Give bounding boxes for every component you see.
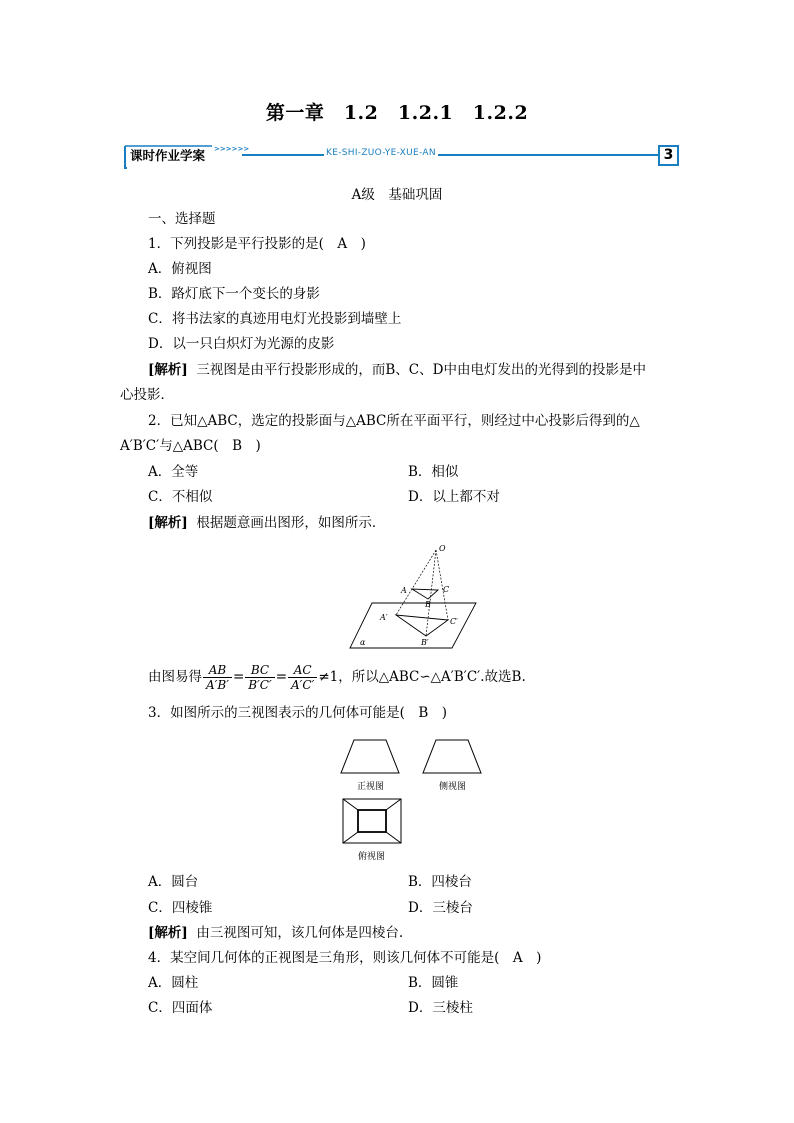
q4-stem: 4．某空间几何体的正视图是三角形，则该几何体不可能是( A ) <box>148 950 542 966</box>
q1-analysis-text: 三视图是由平行投影形成的，而B、C、D中由电灯发出的光得到的投影是中 <box>196 362 646 378</box>
q4-option-c: C．四面体 <box>148 1000 213 1016</box>
fraction-numerator: AC <box>293 663 312 677</box>
equals-sign: = <box>275 669 288 685</box>
top-view-figure <box>341 797 405 847</box>
central-projection-figure <box>344 540 480 655</box>
q3-option-c: C．四棱锥 <box>148 900 213 916</box>
label-c-prime: C′ <box>450 617 458 626</box>
top-view-caption: 俯视图 <box>358 852 386 862</box>
analysis-tag: [解析] <box>148 925 188 941</box>
label-c: C <box>443 585 450 594</box>
q2-option-d: D．以上都不对 <box>408 489 500 505</box>
banner-arrows: >>>>>> <box>214 145 250 153</box>
fraction-numerator: BC <box>250 663 270 677</box>
q3-option-b: B．四棱台 <box>408 874 472 890</box>
side-view-figure <box>422 738 484 778</box>
q2-option-b: B．相似 <box>408 464 459 480</box>
section-banner <box>124 143 680 169</box>
fraction-denominator: A′B′ <box>203 677 232 692</box>
label-a-prime: A′ <box>380 613 388 622</box>
q3-option-d: D．三棱台 <box>408 900 473 916</box>
banner-number: 3 <box>663 147 674 163</box>
side-view-caption: 侧视图 <box>439 782 467 792</box>
level-heading: A级 基础巩固 <box>351 187 443 203</box>
q1-stem: 1．下列投影是平行投影的是( A ) <box>148 236 366 252</box>
q1-analysis <box>148 360 646 380</box>
equals-sign: = <box>232 669 245 685</box>
label-b: B <box>425 600 431 609</box>
label-a: A <box>401 586 407 595</box>
section-heading: 一、选择题 <box>148 211 216 227</box>
label-b-prime: B′ <box>421 638 429 647</box>
analysis-tag: [解析] <box>148 362 188 378</box>
conclusion-suffix: ≠1，所以△ABC∽△A′B′C′.故选B. <box>318 669 526 685</box>
q1-option-a: A．俯视图 <box>148 261 212 277</box>
front-view-caption: 正视图 <box>357 782 385 792</box>
q3-option-a: A．圆台 <box>148 874 199 890</box>
q3-stem: 3．如图所示的三视图表示的几何体可能是( B ) <box>148 705 448 721</box>
q1-option-d: D．以一只白炽灯为光源的皮影 <box>148 336 335 352</box>
q2-analysis <box>148 513 385 533</box>
q4-option-b: B．圆锥 <box>408 975 459 991</box>
q2-conclusion <box>148 660 526 694</box>
q2-stem-line1: 2．已知△ABC，选定的投影面与△ABC所在平面平行，则经过中心投影后得到的△ <box>148 413 640 429</box>
q1-option-b: B．路灯底下一个变长的身影 <box>148 286 320 302</box>
conclusion-prefix: 由图易得 <box>148 669 202 685</box>
q2-option-c: C．不相似 <box>148 489 213 505</box>
q3-analysis <box>148 923 403 943</box>
fraction-numerator: AB <box>208 663 227 677</box>
front-view-figure <box>340 738 402 778</box>
q1-option-c: C．将书法家的真迹用电灯光投影到墙壁上 <box>148 311 402 327</box>
q4-option-d: D．三棱柱 <box>408 1000 473 1016</box>
fraction-ab <box>203 663 232 692</box>
q4-option-a: A．圆柱 <box>148 975 199 991</box>
page-title: 第一章 1.2 1.2.1 1.2.2 <box>265 102 529 124</box>
q2-option-a: A．全等 <box>148 464 199 480</box>
banner-pinyin: KE-SHI-ZUO-YE-XUE-AN <box>326 148 436 158</box>
analysis-tag: [解析] <box>148 515 188 531</box>
q2-analysis-text: 根据题意画出图形，如图所示． <box>196 515 386 531</box>
fraction-ac <box>288 663 317 692</box>
fraction-denominator: A′C′ <box>288 677 317 692</box>
q2-stem-line2: A′B′C′与△ABC( B ) <box>120 438 261 454</box>
fraction-denominator: B′C′ <box>245 677 274 692</box>
label-o: O <box>439 544 446 553</box>
label-alpha: α <box>360 638 366 647</box>
fraction-bc <box>245 663 274 692</box>
banner-label: 课时作业学案 <box>130 148 206 163</box>
q3-analysis-text: 由三视图可知，该几何体是四棱台. <box>196 925 404 941</box>
q1-analysis-cont: 心投影． <box>120 387 174 403</box>
